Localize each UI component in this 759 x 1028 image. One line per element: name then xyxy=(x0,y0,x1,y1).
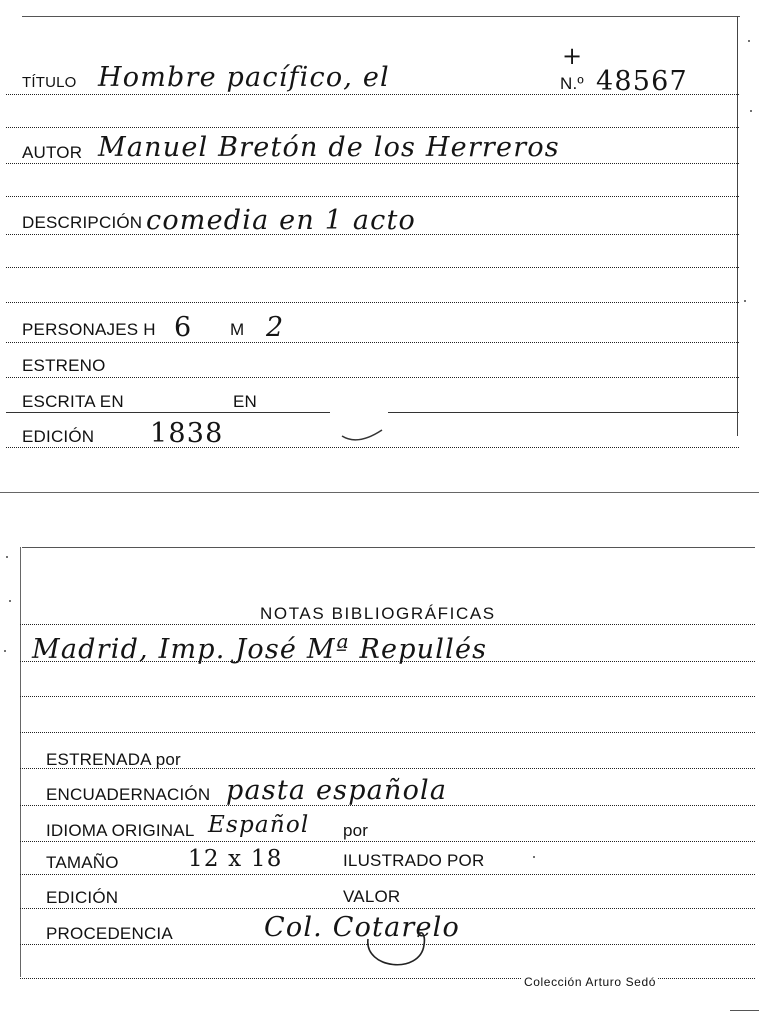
edicion2-label: EDICIÓN xyxy=(46,888,119,907)
personajes-m-value: 2 xyxy=(266,312,285,343)
rule-line-b3 xyxy=(20,696,755,697)
card-bottom-edge xyxy=(0,492,759,493)
card-top-border xyxy=(22,16,740,17)
escrita-label: ESCRITA EN xyxy=(22,392,124,411)
personajes-h-value: 6 xyxy=(174,312,193,343)
card2-left-border xyxy=(20,547,21,977)
autor-label: AUTOR xyxy=(22,143,83,162)
numero-value: 48567 xyxy=(596,66,688,97)
por-label: por xyxy=(343,821,369,840)
estreno-label: ESTRENO xyxy=(22,356,106,375)
speck xyxy=(9,600,11,602)
numero-label: N.º xyxy=(560,74,584,93)
procedencia-label: PROCEDENCIA xyxy=(46,924,173,943)
estrenada-rule xyxy=(20,768,755,769)
encuadernacion-value: pasta española xyxy=(226,775,448,806)
rule-line-4 xyxy=(6,196,739,197)
descripcion-label: DESCRIPCIÓN xyxy=(22,213,143,232)
notas-rule xyxy=(20,661,755,662)
descripcion-value: comedia en 1 acto xyxy=(146,205,416,236)
personajes-m-label: M xyxy=(230,320,245,339)
estrenada-label: ESTRENADA por xyxy=(46,750,181,769)
encuadernacion-label: ENCUADERNACIÓN xyxy=(46,785,211,804)
descripcion-rule xyxy=(6,234,739,235)
card-right-border xyxy=(737,16,738,436)
speck xyxy=(744,300,746,302)
curve-mark xyxy=(338,426,388,446)
card2-bottom-edge xyxy=(730,1010,759,1011)
personajes-rule xyxy=(6,342,739,343)
autor-rule xyxy=(6,163,739,164)
valor-label: VALOR xyxy=(343,887,401,906)
heading-rule xyxy=(20,624,755,625)
card2-top-border xyxy=(22,547,755,548)
titulo-label: TÍTULO xyxy=(22,74,77,91)
rule-line-2 xyxy=(6,127,739,128)
speck xyxy=(6,556,8,558)
speck xyxy=(4,650,6,652)
edicion2-rule xyxy=(20,908,755,909)
edicion-rule xyxy=(6,447,739,448)
procedencia-value: Col. Cotarelo xyxy=(264,912,460,943)
notas-value: Madrid, Imp. José Mª Repullés xyxy=(32,634,488,665)
tamano-label: TAMAÑO xyxy=(46,853,119,872)
speck xyxy=(533,856,535,858)
tamano-value: 12 x 18 xyxy=(188,846,283,872)
rule-line-b4 xyxy=(20,732,755,733)
speck xyxy=(748,40,750,42)
en-label: EN xyxy=(233,392,258,411)
notas-heading: NOTAS BIBLIOGRÁFICAS xyxy=(260,604,496,623)
idioma-value: Español xyxy=(208,812,310,838)
rule-line-7 xyxy=(6,302,739,303)
edicion-label: EDICIÓN xyxy=(22,427,95,446)
estreno-rule xyxy=(6,377,739,378)
idioma-label: IDIOMA ORIGINAL xyxy=(46,821,195,840)
autor-value: Manuel Bretón de los Herreros xyxy=(98,132,560,163)
numero-mark: + xyxy=(562,42,584,70)
tamano-rule xyxy=(20,874,755,875)
titulo-rule xyxy=(6,94,739,95)
coleccion-stamp: Colección Arturo Sedó xyxy=(524,975,657,989)
titulo-value: Hombre pacífico, el xyxy=(98,62,390,93)
rule-line-6 xyxy=(6,267,739,268)
procedencia-flourish xyxy=(362,925,434,973)
escrita-rule-left xyxy=(6,412,330,413)
speck xyxy=(750,110,752,112)
personajes-label: PERSONAJES H xyxy=(22,320,156,339)
edicion-value: 1838 xyxy=(150,418,224,449)
idioma-rule xyxy=(20,841,755,842)
ilustrado-label: ILUSTRADO POR xyxy=(343,851,485,870)
escrita-rule-right xyxy=(388,412,739,413)
encuadernacion-rule xyxy=(20,805,755,806)
